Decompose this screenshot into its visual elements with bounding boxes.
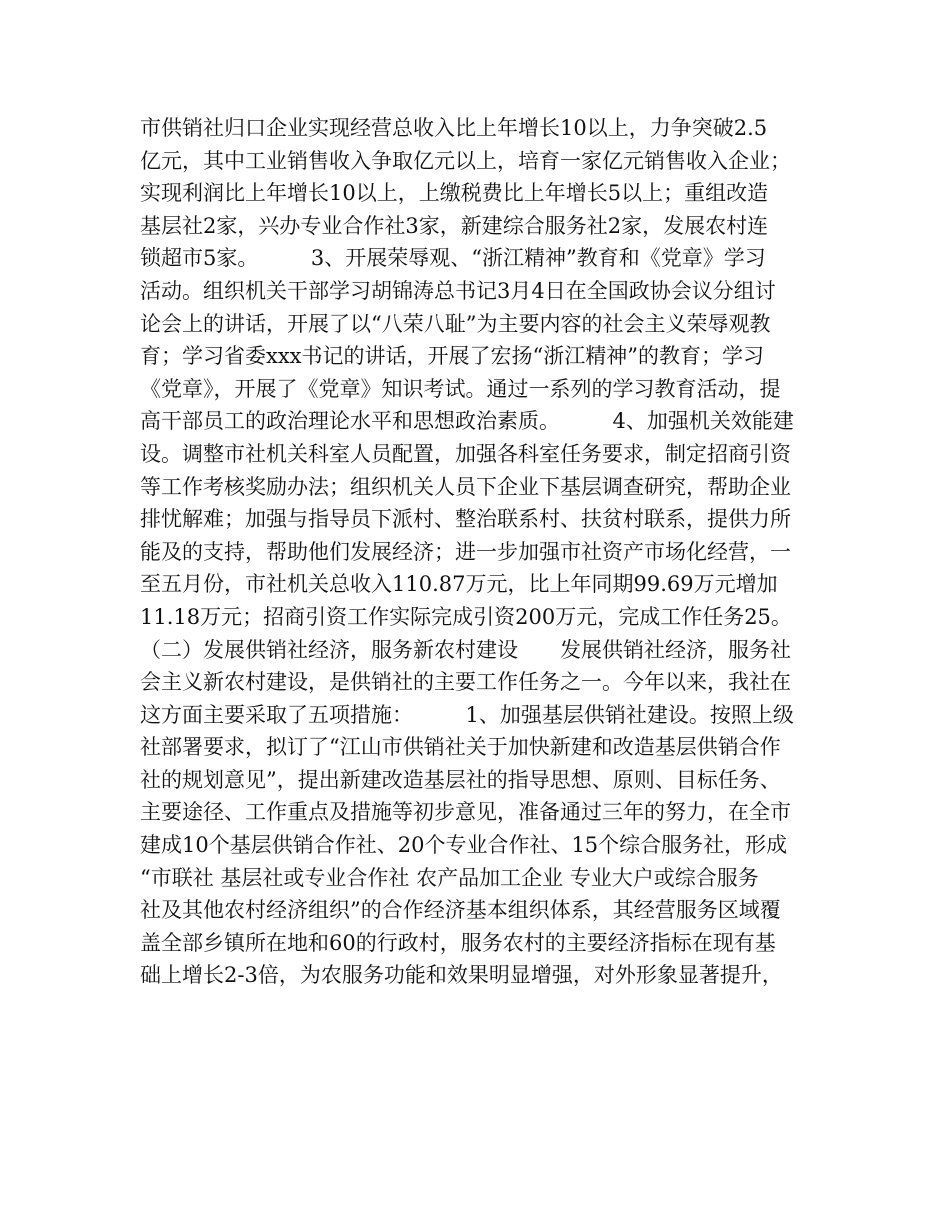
text-line: 基层社2家，兴办专业合作社3家，新建综合服务社2家，发展农村连 [140, 213, 769, 238]
text-line: 这方面主要采取了五项措施： 1、加强基层供销社建设。按照上级 [140, 702, 794, 727]
text-line: 锁超市5家。 3、开展荣辱观、“浙江精神”教育和《党章》学习 [140, 246, 766, 271]
text-line: 活动。组织机关干部学习胡锦涛总书记3月4日在全国政协会议分组讨 [140, 278, 776, 303]
body-text [140, 112, 820, 992]
text-line: 等工作考核奖励办法；组织机关人员下企业下基层调查研究，帮助企业 [140, 474, 791, 499]
text-line: “市联社 基层社或专业合作社 农产品加工企业 专业大户或综合服务 [140, 865, 759, 890]
text-line: 市供销社归口企业实现经营总收入比上年增长10以上，力争突破2.5 [140, 116, 768, 140]
text-line: 能及的支持，帮助他们发展经济；进一步加强市社资产市场化经营，一 [140, 539, 791, 564]
text-line: 社的规划意见”，提出新建改造基层社的指导思想、原则、目标任务、 [140, 767, 781, 792]
text-line: 育；学习省委xxx书记的讲话，开展了宏扬“浙江精神”的教育；学习 [140, 344, 764, 369]
text-line: 排忧解难；加强与指导员下派村、整治联系村、扶贫村联系，提供力所 [140, 507, 791, 532]
text-line: 亿元，其中工业销售收入争取亿元以上，培育一家亿元销售收入企业； [140, 148, 791, 173]
text-line: （二）发展供销社经济，服务新农村建设 发展供销社经济，服务社 [140, 637, 791, 662]
text-line: 11.18万元；招商引资工作实际完成引资200万元，完成工作任务25。 [140, 604, 792, 629]
text-line: 《党章》，开展了《党章》知识考试。通过一系列的学习教育活动，提 [140, 376, 781, 401]
text-line: 设。调整市社机关科室人员配置，加强各科室任务要求，制定招商引资 [140, 441, 791, 466]
text-line: 盖全部乡镇所在地和60的行政村，服务农村的主要经济指标在现有基 [140, 930, 776, 955]
text-line: 主要途径、工作重点及措施等初步意见，准备通过三年的努力，在全市 [140, 800, 791, 825]
text-line: 会主义新农村建设，是供销社的主要工作任务之一。今年以来，我社在 [140, 670, 791, 695]
text-line: 建成10个基层供销合作社、20个专业合作社、15个综合服务社，形成 [140, 833, 788, 858]
text-line: 社部署要求，拟订了“江山市供销社关于加快新建和改造基层供销合作 [140, 735, 781, 760]
text-line: 论会上的讲话，开展了以“八荣八耻”为主要内容的社会主义荣辱观教 [140, 311, 771, 336]
text-line: 实现利润比上年增长10以上，上缴税费比上年增长5以上；重组改造 [140, 181, 769, 206]
text-line: 础上增长2-3倍，为农服务功能和效果明显增强，对外形象显著提升， [140, 963, 783, 988]
text-line: 社及其他农村经济组织”的合作经济基本组织体系，其经营服务区域覆 [140, 898, 781, 923]
text-line: 高干部员工的政治理论水平和思想政治素质。 4、加强机关效能建 [140, 409, 794, 434]
text-line: 至五月份，市社机关总收入110.87万元，比上年同期99.69万元增加 [140, 572, 778, 597]
